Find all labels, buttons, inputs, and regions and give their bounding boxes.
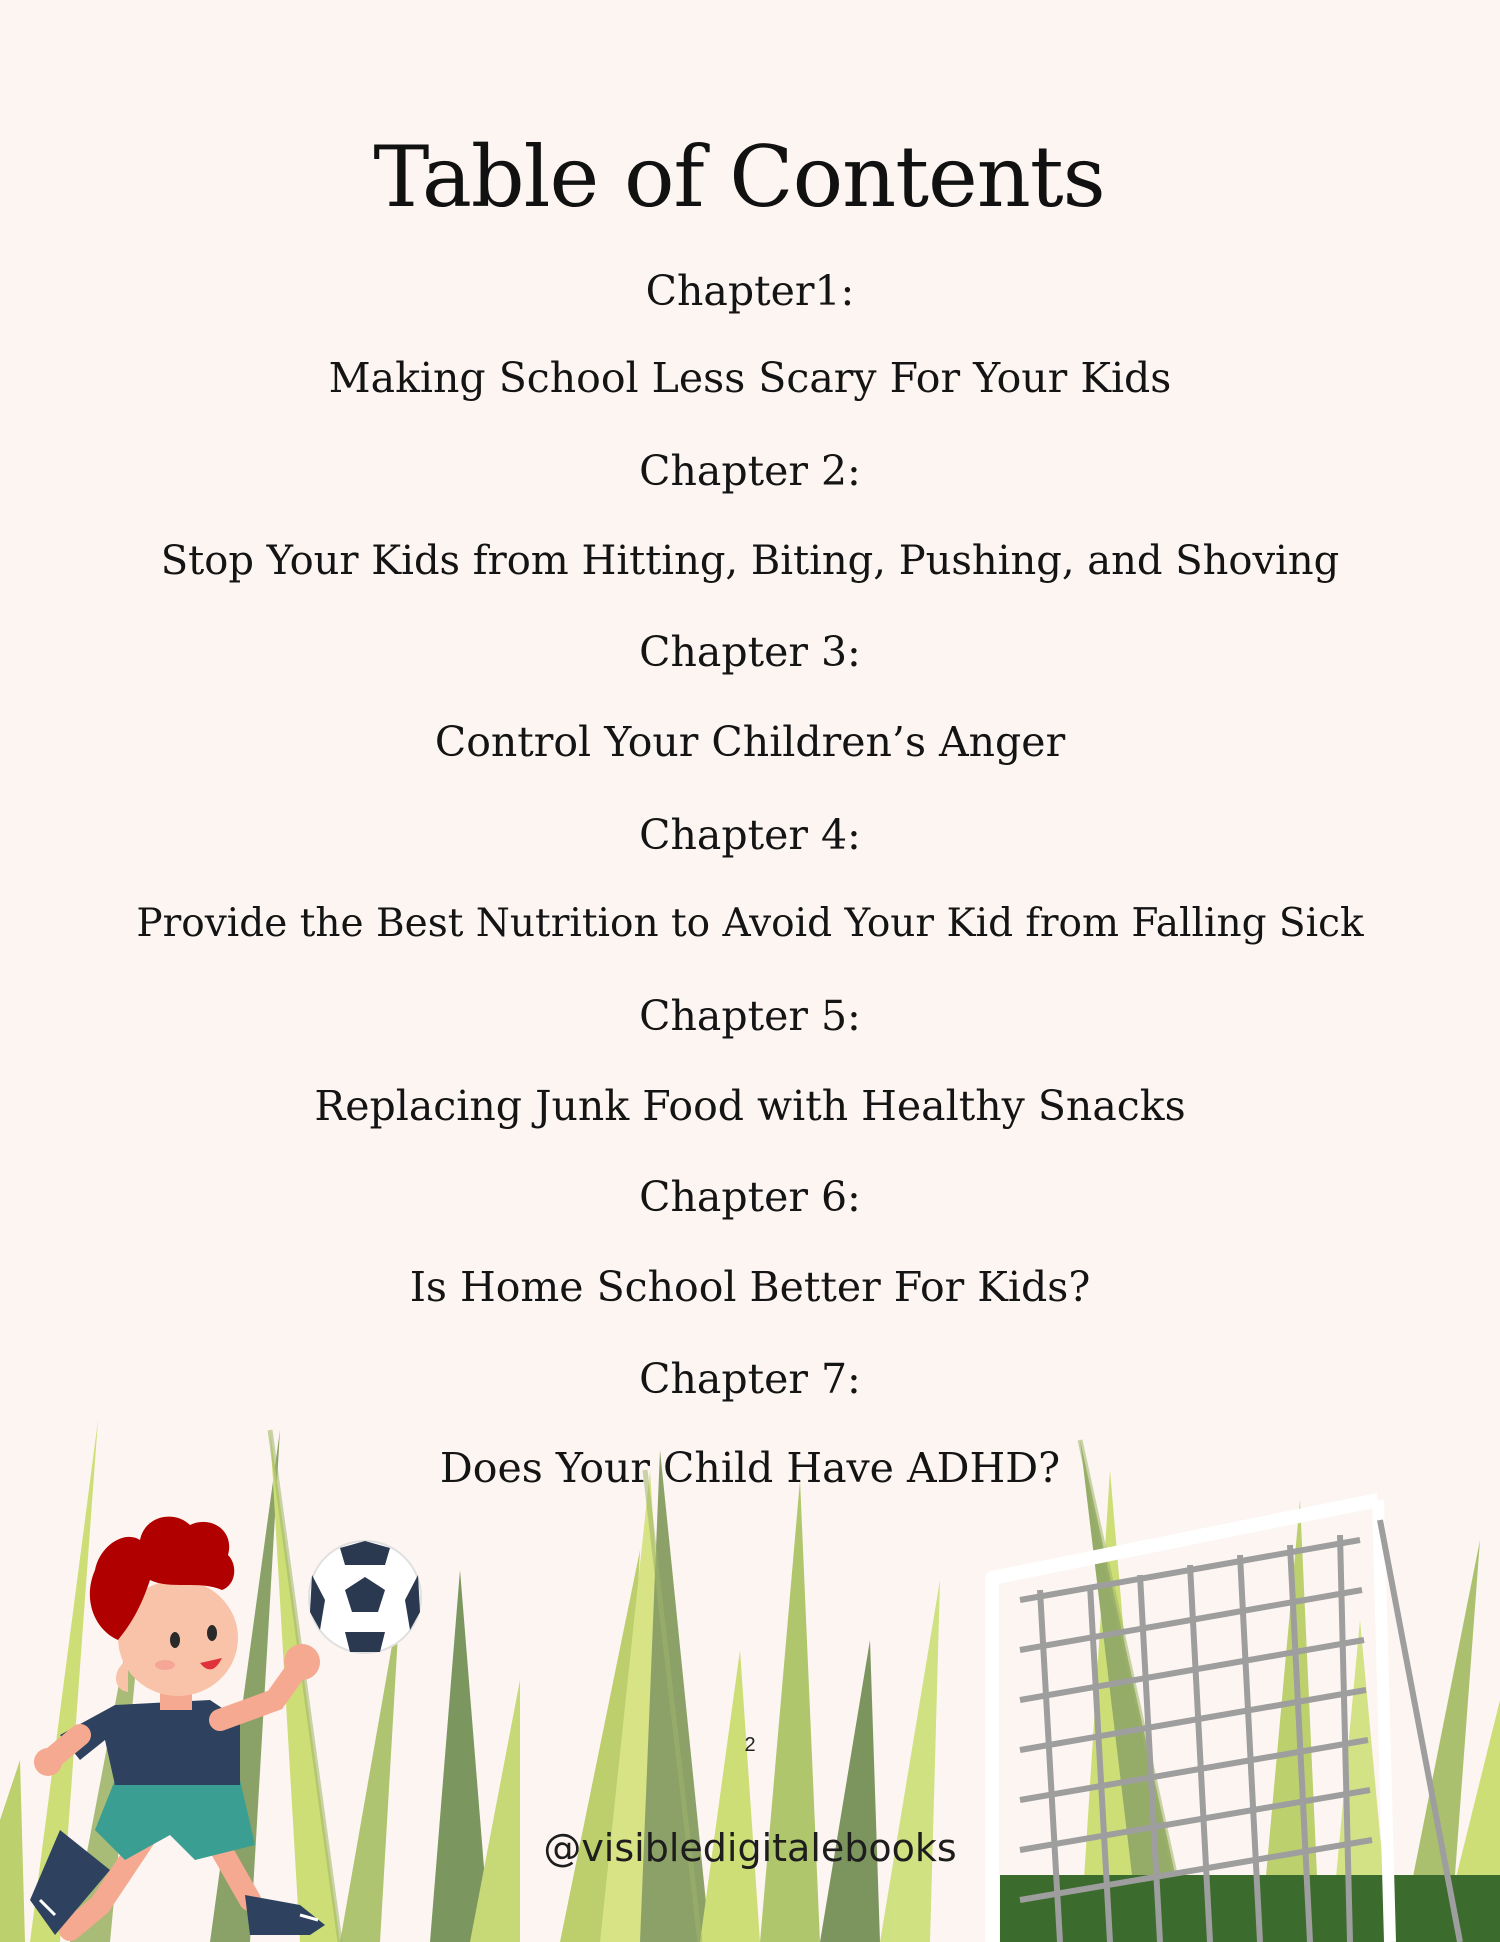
- footer-handle: @visibledigitalebooks: [543, 1826, 957, 1870]
- chapter-2-label: Chapter 2:: [639, 447, 861, 495]
- soccer-ball-icon: [309, 1541, 421, 1653]
- chapter-6-label: Chapter 6:: [639, 1173, 861, 1221]
- chapter-3-title: Control Your Children’s Anger: [434, 718, 1066, 766]
- chapter-4-label: Chapter 4:: [639, 811, 861, 859]
- chapter-3-label: Chapter 3:: [639, 628, 861, 676]
- page-title: Table of Contents: [373, 128, 1105, 226]
- chapter-1-label: Chapter1:: [645, 267, 855, 315]
- page-number: 2: [744, 1734, 756, 1756]
- chapter-4-title: Provide the Best Nutrition to Avoid Your Kid from Falling Sick: [136, 901, 1364, 946]
- chapter-5-title: Replacing Junk Food with Healthy Snacks: [314, 1082, 1186, 1130]
- soccer-goal-icon: [992, 1500, 1500, 1942]
- chapter-2-title: Stop Your Kids from Hitting, Biting, Pushing, and Shoving: [160, 538, 1340, 584]
- chapter-7-title: Does Your Child Have ADHD?: [439, 1444, 1061, 1492]
- chapter-1-title: Making School Less Scary For Your Kids: [328, 354, 1172, 402]
- chapter-5-label: Chapter 5:: [639, 992, 861, 1040]
- chapter-6-title: Is Home School Better For Kids?: [409, 1263, 1091, 1311]
- chapter-7-label: Chapter 7:: [639, 1355, 861, 1403]
